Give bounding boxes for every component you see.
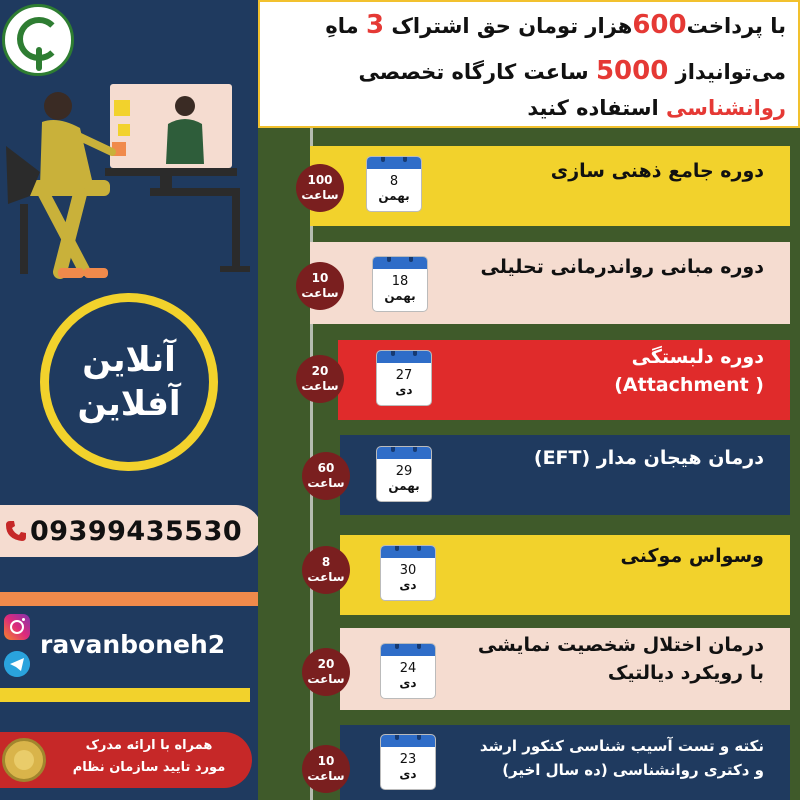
calendar-header <box>367 157 421 169</box>
calendar-month: بهمن <box>388 479 420 493</box>
calendar-header <box>381 546 435 558</box>
online-label: آنلاین <box>82 340 176 380</box>
hours-value: 10 <box>317 754 335 768</box>
telegram-icon[interactable] <box>4 651 30 677</box>
online-offline-ring <box>40 293 218 471</box>
instagram-lens <box>10 620 24 634</box>
hours-unit: ساعت <box>301 188 339 202</box>
hours-unit: ساعت <box>301 379 339 393</box>
course-subtitle: با رویکرد دیالتیک <box>607 662 764 684</box>
hours-badge <box>296 164 344 212</box>
course-title: وسواس موکنی <box>620 545 764 567</box>
offline-label: آفلاین <box>77 384 181 424</box>
calendar-month: دی <box>399 676 417 690</box>
instagram-icon[interactable] <box>4 614 30 640</box>
calendar-day: 29 <box>395 464 413 479</box>
online-session-illustration <box>0 76 258 286</box>
course-title: نکته و تست آسیب شناسی کنکور ارشد <box>479 737 764 755</box>
logo <box>2 4 74 76</box>
hours-unit: ساعت <box>307 570 345 584</box>
calendar-header <box>377 351 431 363</box>
calendar-day: 23 <box>399 752 417 767</box>
calendar-icon <box>372 256 428 312</box>
calendar-month: بهمن <box>384 289 416 303</box>
medal-icon <box>2 738 46 782</box>
calendar-header <box>381 644 435 656</box>
yellow-stripe <box>0 688 250 702</box>
course-title: دوره دلبستگی <box>631 346 764 368</box>
hours-number: 5000 <box>595 56 669 86</box>
course-title: درمان هیجان مدار (EFT) <box>533 447 764 469</box>
offer-line-3-b: استفاده کنید <box>527 96 659 120</box>
course-title: درمان اختلال شخصیت نمایشی <box>477 634 764 656</box>
hours-badge <box>302 648 350 696</box>
offer-line-1-a: با پرداخت <box>686 14 786 38</box>
left-panel <box>0 0 258 800</box>
calendar-header <box>373 257 427 269</box>
hours-unit: ساعت <box>301 286 339 300</box>
hours-value: 60 <box>317 461 335 475</box>
offer-line-3 <box>527 96 786 120</box>
social-handle[interactable]: ravanboneh2 <box>40 630 226 659</box>
course-subtitle: و دکتری روانشناسی (ده سال اخیر) <box>502 761 764 779</box>
logo-stem <box>36 47 42 71</box>
offer-header <box>258 0 800 128</box>
offer-line-2-b: ساعت کارگاه تخصصی <box>358 60 589 84</box>
hours-badge <box>302 546 350 594</box>
calendar-day: 27 <box>395 368 413 383</box>
phone-icon <box>4 519 28 543</box>
hours-unit: ساعت <box>307 672 345 686</box>
course-title: دوره جامع ذهنی سازی <box>550 160 764 182</box>
certificate-line-2: مورد تایید سازمان نظام <box>72 760 226 775</box>
offer-line-1-b: هزار تومان حق اشتراک <box>391 14 633 38</box>
orange-stripe <box>0 592 258 606</box>
calendar-day: 8 <box>389 174 399 189</box>
hours-unit: ساعت <box>307 769 345 783</box>
right-panel <box>258 0 800 800</box>
calendar-day: 30 <box>399 563 417 578</box>
calendar-month: دی <box>399 767 417 781</box>
calendar-month: بهمن <box>378 189 410 203</box>
phone-number: 09399435530 <box>30 515 243 547</box>
hours-badge <box>302 745 350 793</box>
calendar-month: دی <box>399 578 417 592</box>
calendar-icon <box>376 446 432 502</box>
hours-value: 8 <box>321 555 331 569</box>
calendar-icon <box>380 545 436 601</box>
offer-line-3-a: روانشناسی <box>666 96 786 120</box>
price-number: 600 <box>632 10 687 40</box>
offer-line-2 <box>359 56 786 86</box>
hours-value: 100 <box>307 173 333 187</box>
offer-line-1-c: ماهِ <box>325 14 359 38</box>
offer-line-1 <box>325 10 786 40</box>
phone-pill[interactable] <box>0 505 258 557</box>
calendar-icon <box>380 734 436 790</box>
hours-value: 10 <box>311 271 329 285</box>
calendar-icon <box>380 643 436 699</box>
offer-line-2-a: می‌توانیداز <box>675 60 786 84</box>
hours-badge <box>296 355 344 403</box>
hours-badge <box>302 452 350 500</box>
calendar-header <box>377 447 431 459</box>
course-title: دوره مبانی رواندرمانی تحلیلی <box>480 256 764 278</box>
months-number: 3 <box>365 10 385 40</box>
hours-value: 20 <box>311 364 329 378</box>
calendar-day: 18 <box>391 274 409 289</box>
hours-unit: ساعت <box>307 476 345 490</box>
hours-badge <box>296 262 344 310</box>
hours-value: 20 <box>317 657 335 671</box>
instagram-dot <box>22 618 25 621</box>
calendar-icon <box>366 156 422 212</box>
certificate-text <box>50 735 248 779</box>
certificate-line-1: همراه با ارائه مدرک <box>85 738 213 753</box>
calendar-day: 24 <box>399 661 417 676</box>
calendar-month: دی <box>395 383 413 397</box>
calendar-header <box>381 735 435 747</box>
course-subtitle: ( Attachment) <box>614 374 764 396</box>
calendar-icon <box>376 350 432 406</box>
